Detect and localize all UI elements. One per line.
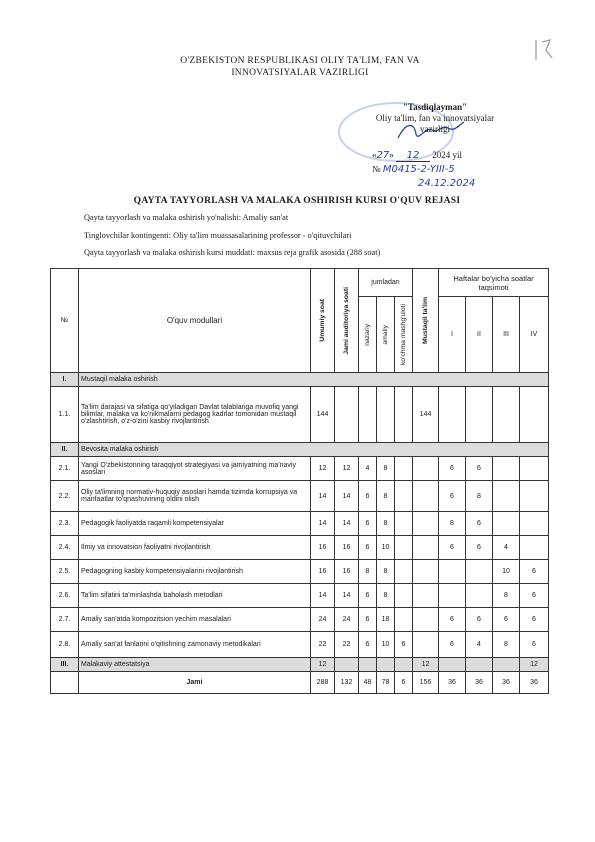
- cell-practical: 8: [377, 457, 395, 481]
- total-week-2: 36: [466, 672, 493, 694]
- cell-week-1: 6: [439, 608, 466, 632]
- cell-independent: [413, 560, 439, 584]
- table-row: [51, 608, 549, 632]
- section-number: I.: [51, 373, 79, 387]
- section-name: Mustaqil malaka oshirish: [79, 373, 549, 387]
- table-row: [51, 536, 549, 560]
- section-number: II.: [51, 443, 79, 457]
- cell-week-1: 6: [439, 632, 466, 658]
- module-name: Amaliy san'at fanlarini o'qitishning zamonaviy metodikalari: [79, 632, 311, 658]
- cell-week-2: 4: [466, 632, 493, 658]
- cell-auditorium: 24: [335, 608, 359, 632]
- cell-week-4: [520, 457, 549, 481]
- cell-independent: 144: [413, 387, 439, 443]
- module-name: Pedagogning kasbiy kompetensiyalarini rivojlantirish: [79, 560, 311, 584]
- number-value: M0415-2-YIII-5: [382, 164, 455, 175]
- cell-week-4: [520, 512, 549, 536]
- cell-independent: [413, 536, 439, 560]
- cell-week-1: 6: [439, 536, 466, 560]
- total-offsite: 6: [395, 672, 413, 694]
- cell-auditorium: 16: [335, 536, 359, 560]
- row-number: 1.1.: [51, 387, 79, 443]
- cell-week-3: [493, 387, 520, 443]
- cell-week-1: [439, 560, 466, 584]
- cell-week-2: [466, 387, 493, 443]
- cell-auditorium: 12: [335, 457, 359, 481]
- row-number: 2.2.: [51, 481, 79, 512]
- cell-total: 16: [311, 536, 335, 560]
- cell-week-4: 6: [520, 560, 549, 584]
- total-label: Jami: [79, 672, 311, 694]
- cell-week-1: [439, 387, 466, 443]
- cell-week-4: 6: [520, 584, 549, 608]
- info-contingent: Tinglovchilar kontingenti: Oliy ta'lim muassasalarining professor - o'qituvchilari: [84, 231, 352, 240]
- cell-theory: 6: [359, 608, 377, 632]
- cell-offsite: [395, 560, 413, 584]
- table-row: [51, 632, 549, 658]
- cell-week-2: 6: [466, 512, 493, 536]
- cell-week-4: [520, 481, 549, 512]
- cell-total: 22: [311, 632, 335, 658]
- header-weekly-distribution: Haftalar bo'yicha soatlar taqsimoti: [439, 269, 549, 297]
- approval-block: [340, 102, 530, 135]
- cell-total: 12: [311, 457, 335, 481]
- cell-offsite: 6: [395, 632, 413, 658]
- header-number: №: [51, 269, 79, 373]
- cell-auditorium: 22: [335, 632, 359, 658]
- row-number: 2.5.: [51, 560, 79, 584]
- table-row: [51, 387, 549, 443]
- ministry-header: [150, 55, 450, 79]
- approval-number: [372, 164, 455, 175]
- cell-week-1: 6: [439, 457, 466, 481]
- cell-auditorium: 16: [335, 560, 359, 584]
- cell-offsite: [395, 512, 413, 536]
- approval-line-1: Oliy ta'lim, fan va innovatsiyalar: [375, 113, 495, 123]
- cell-auditorium: 14: [335, 512, 359, 536]
- corner-handwritten-mark: [532, 36, 558, 64]
- cell-practical: 10: [377, 536, 395, 560]
- row-number: 2.7.: [51, 608, 79, 632]
- total-week-1: 36: [439, 672, 466, 694]
- cell-auditorium: [335, 387, 359, 443]
- cell-week-3: 8: [493, 632, 520, 658]
- date-year: 2024 yil: [432, 150, 462, 160]
- date-day: 27: [376, 150, 390, 161]
- cell-week-3: 10: [493, 560, 520, 584]
- cell-offsite: [395, 387, 413, 443]
- week-3-header: III: [493, 297, 520, 373]
- cell-offsite: [395, 584, 413, 608]
- total-week-3: 36: [493, 672, 520, 694]
- module-name: Ilmiy va innovatsion faoliyatni rivojlantirish: [79, 536, 311, 560]
- cell-independent: [413, 584, 439, 608]
- number-date: 24.12.2024: [418, 178, 476, 189]
- cell-total: 12: [311, 658, 335, 672]
- cell-independent: [413, 608, 439, 632]
- ministry-line-1: O'ZBEKISTON RESPUBLIKASI OLIY TA'LIM, FAN VA: [180, 56, 420, 66]
- table-row: [51, 481, 549, 512]
- cell-total: 24: [311, 608, 335, 632]
- cell-total: 144: [311, 387, 335, 443]
- total-theory: 48: [359, 672, 377, 694]
- number-prefix: №: [372, 164, 381, 174]
- cell-week-3: [493, 457, 520, 481]
- module-name: Amaliy san'atda kompozitsion yechim masalalari: [79, 608, 311, 632]
- cell-auditorium: 14: [335, 481, 359, 512]
- cell-theory: 6: [359, 536, 377, 560]
- cell-week-1: 8: [439, 512, 466, 536]
- header-independent-study: Mustaqil ta'lim: [422, 297, 429, 344]
- info-duration: Qayta tayyorlash va malaka oshirish kursi muddati: maxsus reja grafik asosida (288 soat): [84, 248, 381, 257]
- header-offsite: ko'chma mashg'uloti: [400, 303, 407, 366]
- total-practical: 78: [377, 672, 395, 694]
- cell-total: 16: [311, 560, 335, 584]
- total-auditorium: 132: [335, 672, 359, 694]
- curriculum-table: [50, 268, 549, 694]
- week-2-header: II: [466, 297, 493, 373]
- cell-week-2: [466, 560, 493, 584]
- cell-offsite: [395, 481, 413, 512]
- cell-independent: [413, 512, 439, 536]
- cell-week-3: 8: [493, 584, 520, 608]
- cell-practical: 8: [377, 481, 395, 512]
- cell-theory: 6: [359, 632, 377, 658]
- section-row: [51, 443, 549, 457]
- total-row: [51, 672, 549, 694]
- row-number: 2.6.: [51, 584, 79, 608]
- week-4-header: IV: [520, 297, 549, 373]
- cell-week-4: [520, 387, 549, 443]
- header-total-hours: Umumiy soat: [319, 299, 326, 342]
- cell-theory: 6: [359, 481, 377, 512]
- approval-title: "Tasdiqlayman": [402, 102, 468, 112]
- cell-independent: 12: [413, 658, 439, 672]
- section-ii-rows: [51, 457, 549, 658]
- cell-week-1: [439, 584, 466, 608]
- cell-week-2: [466, 584, 493, 608]
- cell-offsite: [395, 457, 413, 481]
- module-name: Ta'lim darajasi va sifatiga qo'yiladigan Davlat talablariga muvofiq yangi bilimlar, malaka va ko'nikmalarni pedagog kadrlar tomonidan mustaqil o'zlashtirish, o'z-o'zini kasbiy rivojlantirish: [79, 387, 311, 443]
- cell-independent: [413, 481, 439, 512]
- total-week-4: 36: [520, 672, 549, 694]
- cell-practical: 10: [377, 632, 395, 658]
- cell-practical: 18: [377, 608, 395, 632]
- module-name: Yangi O'zbekistonning taraqqiyot strategiyasi va jamiyatning ma'naviy asoslari: [79, 457, 311, 481]
- ministry-line-2: INNOVATSIYALAR VAZIRLIGI: [231, 68, 369, 78]
- cell-practical: [377, 387, 395, 443]
- cell-week-3: 4: [493, 536, 520, 560]
- module-name: Ta'lim sifatini ta'minlashda baholash metodlari: [79, 584, 311, 608]
- cell-practical: 8: [377, 584, 395, 608]
- cell-total: 14: [311, 512, 335, 536]
- cell-week-2: 6: [466, 536, 493, 560]
- cell-theory: 6: [359, 512, 377, 536]
- section-number: III.: [51, 658, 79, 672]
- cell-week-4: 6: [520, 608, 549, 632]
- cell-practical: 8: [377, 512, 395, 536]
- total-hours: 288: [311, 672, 335, 694]
- cell-theory: 4: [359, 457, 377, 481]
- cell-week-2: 6: [466, 457, 493, 481]
- document-title: QAYTA TAYYORLASH VA MALAKA OSHIRISH KURSI O'QUV REJASI: [133, 196, 461, 206]
- week-1-header: I: [439, 297, 466, 373]
- total-independent: 156: [413, 672, 439, 694]
- cell-week-4: 6: [520, 632, 549, 658]
- cell-offsite: [395, 536, 413, 560]
- header-including: jumladan: [359, 269, 413, 297]
- section-name: Malakaviy attestatsiya: [79, 658, 311, 672]
- table-row: [51, 457, 549, 481]
- header-modules: O'quv modullari: [79, 269, 311, 373]
- cell-independent: [413, 457, 439, 481]
- table-row: [51, 512, 549, 536]
- table-row: [51, 560, 549, 584]
- approval-date: «27» 12 2024 yil: [372, 150, 462, 161]
- cell-auditorium: 14: [335, 584, 359, 608]
- cell-theory: 8: [359, 560, 377, 584]
- module-name: Oliy ta'limning normativ-huquqiy asoslari hamda tizimda korrupsiya va manfaatlar to'qnashuvining oldini olish: [79, 481, 311, 512]
- approval-line-2: vazirligi: [420, 124, 450, 134]
- row-number: 2.8.: [51, 632, 79, 658]
- cell-week-3: 6: [493, 608, 520, 632]
- module-name: Pedagogik faoliyatda raqamli kompetensiyalar: [79, 512, 311, 536]
- row-number: 2.4.: [51, 536, 79, 560]
- cell-week-1: 6: [439, 481, 466, 512]
- section-row: [51, 658, 549, 672]
- cell-theory: [359, 387, 377, 443]
- header-practical: amaliy: [382, 324, 389, 345]
- row-number: 2.3.: [51, 512, 79, 536]
- cell-total: 14: [311, 584, 335, 608]
- row-number: 2.1.: [51, 457, 79, 481]
- cell-week-2: 6: [466, 608, 493, 632]
- header-auditorium-hours: Jami auditoriya soati: [343, 286, 350, 355]
- cell-week-2: 8: [466, 481, 493, 512]
- header-theory: nazariy: [364, 323, 371, 346]
- cell-week-4: 12: [520, 658, 549, 672]
- cell-week-3: [493, 481, 520, 512]
- cell-week-4: [520, 536, 549, 560]
- table-row: [51, 584, 549, 608]
- cell-total: 14: [311, 481, 335, 512]
- section-name: Bevosita malaka oshirish: [79, 443, 549, 457]
- date-month: 12: [406, 150, 420, 161]
- cell-theory: 6: [359, 584, 377, 608]
- info-direction: Qayta tayyorlash va malaka oshirish yo'nalishi: Amaliy san'at: [84, 213, 289, 222]
- cell-independent: [413, 632, 439, 658]
- cell-practical: 8: [377, 560, 395, 584]
- section-row: [51, 373, 549, 387]
- cell-offsite: [395, 608, 413, 632]
- table-header: [51, 269, 549, 373]
- cell-week-3: [493, 512, 520, 536]
